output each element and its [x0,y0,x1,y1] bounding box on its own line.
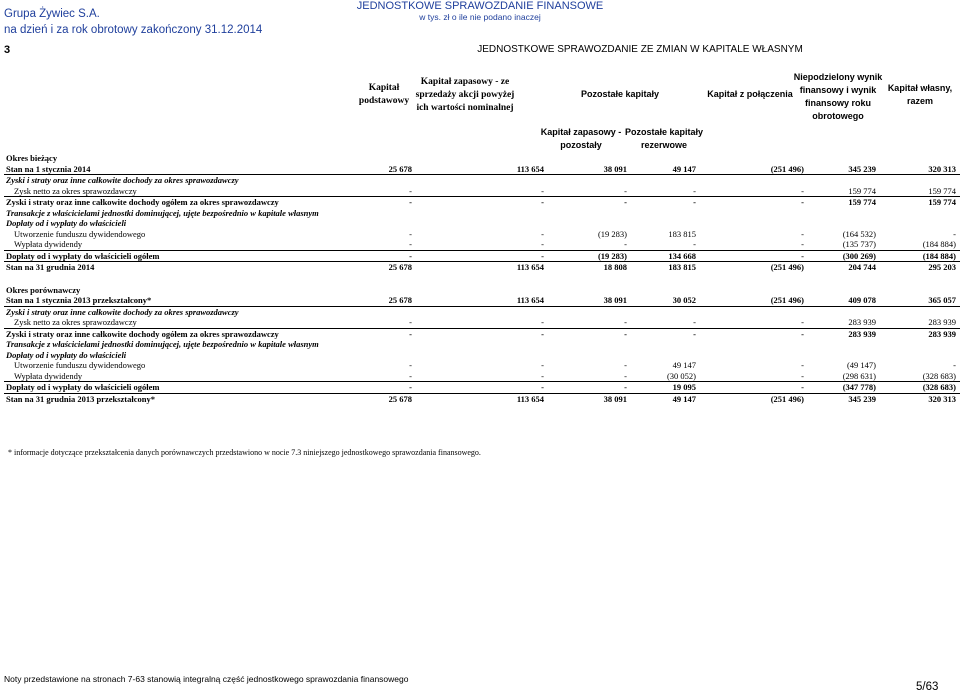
row-value: 409 078 [848,295,876,305]
row-value: 283 939 [848,317,876,327]
row-value: - [624,382,627,392]
row-value: - [541,382,544,392]
row-value: - [541,228,544,239]
col-header-total-equity: Kapitał własny, razem [887,83,953,106]
row-value: - [409,360,412,370]
row-value: - [624,185,627,196]
table-row [4,261,960,273]
row-value: - [953,228,956,239]
row-value: (135 737) [842,239,876,249]
row-value: 204 744 [848,262,876,272]
row-value: 38 091 [603,393,627,404]
page-footer: Noty przedstawione na stronach 7-63 stanowią integralną część jednostkowego sprawozdania finansowego [4,674,409,684]
row-value: - [409,317,412,327]
row-value: - [541,317,544,327]
table-row [4,350,960,361]
row-value: 283 939 [928,317,956,327]
row-value: 320 313 [928,163,956,174]
row-value: (251 496) [770,295,804,305]
table-row [4,317,960,328]
row-value: 38 091 [603,295,627,305]
row-value: 159 774 [848,197,876,207]
table-row [4,164,960,176]
row-label: Dopłaty od i wypłaty do właścicieli ogółem [6,382,160,392]
row-value: - [801,228,804,239]
row-label: Zyski i straty oraz inne całkowite dochody za okres sprawozdawczy [6,306,239,317]
row-value: 320 313 [928,393,956,404]
row-value: 183 815 [668,228,696,239]
row-value: (30 052) [666,370,696,381]
row-value: - [801,185,804,196]
row-value: 38 091 [603,163,627,174]
row-label: Zyski i straty oraz inne całkowite dochody za okres sprawozdawczy [6,175,239,185]
row-value: 49 147 [672,360,696,370]
row-value: 19 095 [672,382,696,392]
row-label: Zysk netto za okres sprawozdawczy [14,317,137,327]
row-value: (19 283) [597,228,627,239]
row-value: - [409,239,412,249]
table-row [4,285,960,296]
row-value: - [541,360,544,370]
col-header-other-capitals: Pozostałe kapitały [580,89,660,99]
table-row [4,250,960,262]
row-value: - [409,370,412,381]
row-value: - [624,197,627,207]
row-value: 159 774 [928,197,956,207]
row-value: (19 283) [597,250,627,261]
table-row [4,239,960,250]
row-value: (184 884) [922,250,956,261]
footnote: * informacje dotyczące przekształcenia danych porównawczych przedstawiono w nocie 7.3 niniejszego jednostkowego sprawozdania finansowego. [8,448,481,457]
row-value: 113 654 [516,163,544,174]
row-value: - [541,370,544,381]
row-value: - [801,360,804,370]
row-label: Dopłaty od i wypłaty do właścicieli [6,349,127,360]
row-label: Stan na 1 stycznia 2014 [6,163,91,174]
row-value: 49 147 [672,163,696,174]
row-label: Dopłaty od i wypłaty do właścicieli [6,218,127,228]
row-value: (328 683) [922,382,956,392]
row-value: 25 678 [388,393,412,404]
section-number: 3 [4,44,11,56]
col-header-retained-earnings: Niepodzielony wynik finansowy i wynik finansowy roku obrotowego [793,72,883,121]
row-value: (251 496) [770,262,804,272]
row-value: 283 939 [848,328,876,339]
table-row [4,218,960,229]
row-value: 25 678 [388,163,412,174]
row-value: 283 939 [928,328,956,339]
table-row [4,295,960,307]
table-row [4,307,960,318]
row-value: - [409,328,412,339]
row-value: (300 269) [842,250,876,261]
row-value: (251 496) [770,163,804,174]
report-title: JEDNOSTKOWE SPRAWOZDANIE FINANSOWE [356,0,604,12]
col-header-share-capital: Kapitał podstawowy [358,83,410,106]
company-name: Grupa Żywiec S.A. [4,8,100,20]
table-row [4,328,960,340]
row-value: 113 654 [516,262,544,272]
col-header-merger-capital: Kapitał z połączenia [707,89,793,99]
row-value: 345 239 [848,163,876,174]
row-value: - [624,328,627,339]
row-label: Wypłata dywidendy [14,370,83,381]
row-value: - [693,185,696,196]
report-subtitle: w tys. zł o ile nie podano inaczej [419,12,541,22]
row-label: Zysk netto za okres sprawozdawczy [14,185,137,196]
row-value: 30 052 [672,295,696,305]
row-value: - [624,317,627,327]
row-value: - [693,328,696,339]
subcol-header-reserve-capitals: Pozostałe kapitały rezerwowe [624,127,704,150]
row-value: - [541,250,544,261]
table-row [4,229,960,240]
table-row [4,186,960,197]
row-value: - [801,370,804,381]
table-row [4,175,960,186]
row-value: (164 532) [842,228,876,239]
section-title: JEDNOSTKOWE SPRAWOZDANIE ZE ZMIAN W KAPITALE WŁASNYM [477,44,803,55]
row-value: 113 654 [516,393,544,404]
row-value: (49 147) [846,360,876,370]
row-label: Stan na 31 grudnia 2014 [6,262,95,272]
table-row [4,381,960,393]
current-period-rows [4,153,960,273]
row-value: 134 668 [668,250,696,261]
row-value: 365 057 [928,295,956,305]
row-value: - [693,317,696,327]
row-value: - [801,328,804,339]
row-label: Utworzenie funduszu dywidendowego [14,360,146,370]
row-value: - [801,382,804,392]
table-row [4,371,960,382]
table-row [4,196,960,208]
row-value: - [801,250,804,261]
row-value: - [624,370,627,381]
row-value: 159 774 [848,185,876,196]
row-label: Stan na 31 grudnia 2013 przekształcony* [6,393,155,404]
row-value: 183 815 [668,262,696,272]
row-label: Zyski i straty oraz inne całkowite dochody ogółem za okres sprawozdawczy [6,197,279,207]
row-value: (298 631) [842,370,876,381]
row-value: 25 678 [388,295,412,305]
row-value: - [541,239,544,249]
row-label: Okres porównawczy [6,284,81,295]
row-value: 159 774 [928,185,956,196]
table-row [4,339,960,350]
row-label: Transakcje z właścicielami jednostki dominującej, ujęte bezpośrednio w kapitale własnym [6,339,319,349]
row-label: Stan na 1 stycznia 2013 przekształcony* [6,295,152,305]
row-value: 345 239 [848,393,876,404]
row-value: - [801,317,804,327]
row-value: (251 496) [770,393,804,404]
row-value: - [541,197,544,207]
table-row [4,208,960,219]
row-label: Wypłata dywidendy [14,239,83,249]
row-value: - [693,197,696,207]
row-value: 18 808 [603,262,627,272]
row-value: - [801,239,804,249]
row-value: - [409,250,412,261]
row-label: Transakcje z właścicielami jednostki dominującej, ujęte bezpośrednio w kapitale własnym [6,207,319,218]
row-value: 49 147 [672,393,696,404]
table-row [4,153,960,164]
row-value: - [541,328,544,339]
row-value: 295 203 [928,262,956,272]
report-period: na dzień i za rok obrotowy zakończony 31.12.2014 [4,24,263,36]
row-value: - [624,360,627,370]
row-value: - [801,197,804,207]
row-value: - [409,185,412,196]
row-value: 25 678 [388,262,412,272]
row-label: Okres bieżący [6,153,58,163]
row-label: Utworzenie funduszu dywidendowego [14,228,146,239]
row-value: 113 654 [516,295,544,305]
row-value: - [541,185,544,196]
row-value: - [693,239,696,249]
row-value: - [409,228,412,239]
table-gap [4,273,960,285]
comparative-period-rows [4,285,960,405]
row-value: (184 884) [922,239,956,249]
subcol-header-reserve-other: Kapitał zapasowy - pozostały [540,127,622,150]
row-label: Dopłaty od i wypłaty do właścicieli ogółem [6,250,160,261]
page-number: 5/63 [916,681,939,693]
equity-changes-table [4,153,960,404]
row-value: (328 683) [922,370,956,381]
table-row [4,393,960,405]
row-value: - [953,360,956,370]
row-value: - [624,239,627,249]
row-value: - [409,197,412,207]
table-row [4,360,960,371]
row-value: (347 778) [842,382,876,392]
col-header-share-premium: Kapitał zapasowy - ze sprzedaży akcji powyżej ich wartości nominalnej [415,77,515,113]
row-value: - [409,382,412,392]
row-label: Zyski i straty oraz inne całkowite dochody ogółem za okres sprawozdawczy [6,328,279,339]
